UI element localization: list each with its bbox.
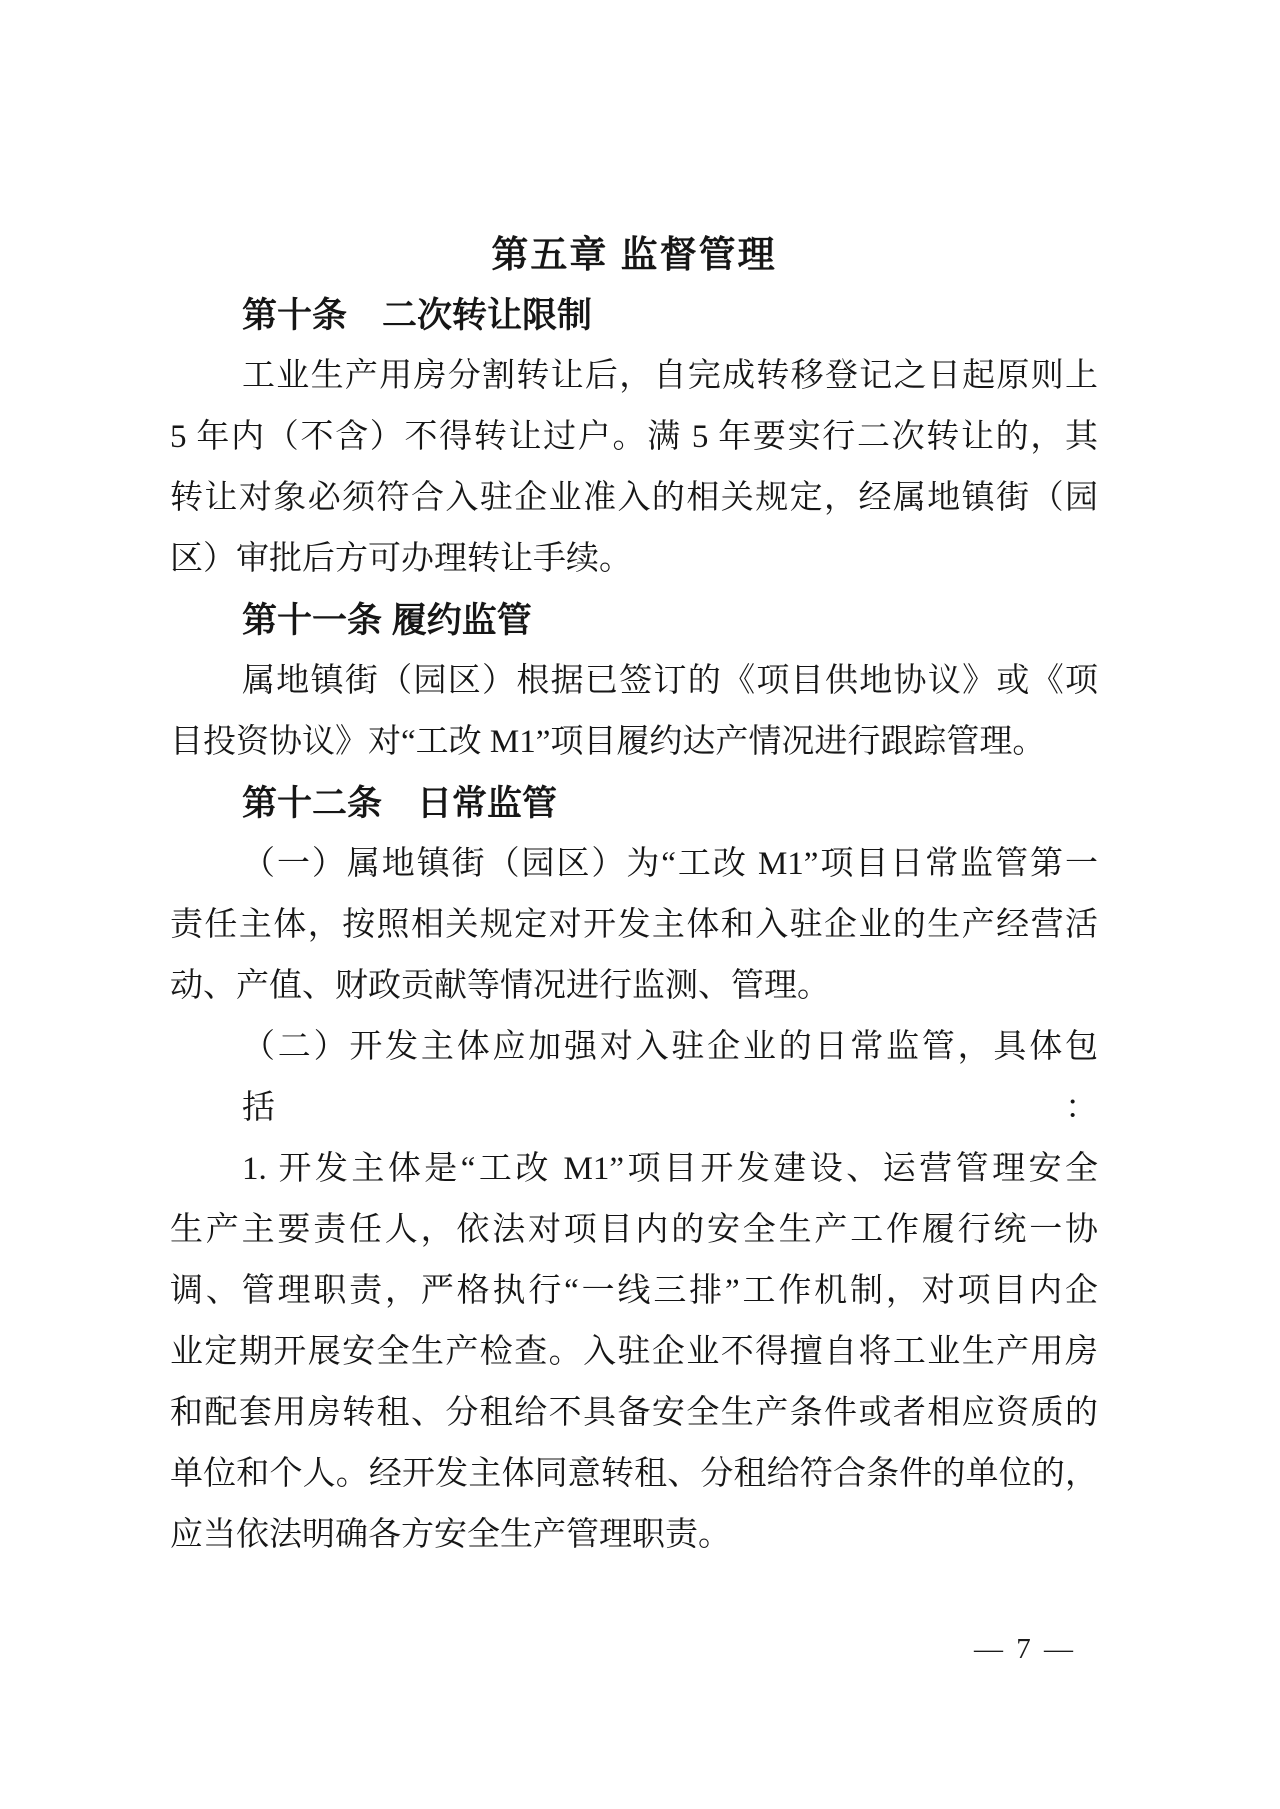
- body-line: 单位和个人。经开发主体同意转租、分租给符合条件的单位的，: [170, 1456, 1098, 1492]
- body-line: 应当依法明确各方安全生产管理职责。: [170, 1517, 731, 1553]
- body-line: 区）审批后方可办理转让手续。: [170, 541, 632, 577]
- body-line: 5 年内（不含）不得转让过户。满 5 年要实行二次转让的，其: [170, 419, 1098, 455]
- body-line: 责任主体，按照相关规定对开发主体和入驻企业的生产经营活: [170, 907, 1098, 943]
- article-heading-11: 第十一条 履约监管: [242, 601, 532, 640]
- document-content: [170, 224, 1098, 1566]
- body-line: 动、产值、财政贡献等情况进行监测、管理。: [170, 968, 830, 1004]
- body-line: 调、管理职责，严格执行“一线三排”工作机制，对项目内企: [170, 1273, 1098, 1309]
- page-number: — 7 —: [974, 1633, 1076, 1665]
- body-line: 和配套用房转租、分租给不具备安全生产条件或者相应资质的: [170, 1395, 1098, 1431]
- body-line: 生产主要责任人，依法对项目内的安全生产工作履行统一协: [170, 1212, 1098, 1248]
- body-line: （二）开发主体应加强对入驻企业的日常监管，具体包括：: [242, 1029, 1098, 1126]
- chapter-title: 第五章 监督管理: [491, 234, 777, 275]
- article-heading-10: 第十条 二次转让限制: [242, 296, 593, 335]
- body-line: 工业生产用房分割转让后，自完成转移登记之日起原则上: [242, 358, 1098, 394]
- body-line: 属地镇街（园区）根据已签订的《项目供地协议》或《项: [242, 663, 1098, 699]
- body-line: 转让对象必须符合入驻企业准入的相关规定，经属地镇街（园: [170, 480, 1098, 516]
- body-line: （一）属地镇街（园区）为“工改 M1”项目日常监管第一: [242, 846, 1098, 882]
- body-line: 1. 开发主体是“工改 M1”项目开发建设、运营管理安全: [242, 1151, 1098, 1187]
- article-heading-12: 第十二条 日常监管: [242, 784, 558, 823]
- body-line: 目投资协议》对“工改 M1”项目履约达产情况进行跟踪管理。: [170, 724, 1046, 760]
- body-line: 业定期开展安全生产检查。入驻企业不得擅自将工业生产用房: [170, 1334, 1098, 1370]
